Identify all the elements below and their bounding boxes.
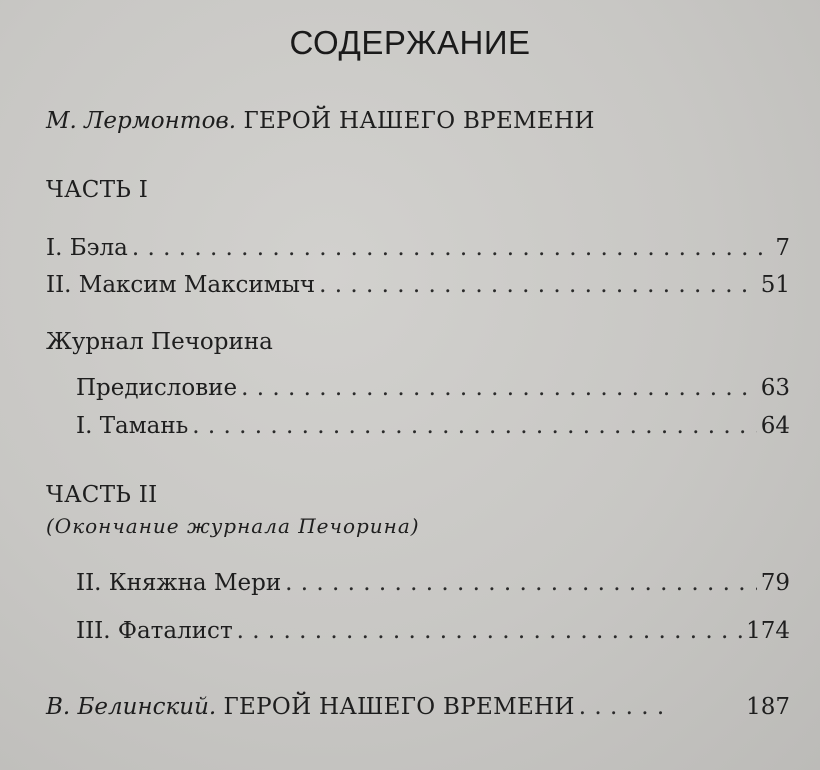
toc-entry-title: II. Максим Максимыч [46,272,316,298]
toc-entry-preface[interactable] [76,373,790,403]
toc-entry-title: III. Фаталист [76,618,233,644]
dot-leader [241,373,757,403]
toc-entry-page: 7 [775,235,790,261]
toc-entry-belinsky[interactable] [46,692,790,722]
toc-entry-fatalist[interactable] [76,616,790,646]
toc-entry-taman[interactable] [76,411,790,441]
toc-entry-page: 187 [746,694,790,720]
part-2-note: (Окончание журнала Печорина) [46,514,420,538]
work-title-lermontov: ГЕРОЙ НАШЕГО ВРЕМЕНИ [243,108,595,134]
toc-entry-bela[interactable] [46,233,790,263]
part-2-label: ЧАСТЬ II [46,482,158,508]
toc-entry-page: 51 [760,272,790,298]
author-lermontov: М. Лермонтов. [46,108,237,134]
part-1-label: ЧАСТЬ I [46,177,149,203]
work-title-belinsky: ГЕРОЙ НАШЕГО ВРЕМЕНИ [223,694,575,720]
toc-entry-page: 63 [760,375,790,401]
dot-leader [237,616,742,646]
toc-entry-page: 64 [760,413,790,439]
toc-entry-knyazhna-meri[interactable] [76,568,790,598]
toc-entry-title [46,692,575,722]
toc-entry-title: II. Княжна Мери [76,570,282,596]
toc-entry-page: 174 [746,618,790,644]
dot-leader [285,568,757,598]
dot-leader [579,692,742,722]
toc-entry-title: I. Бэла [46,235,128,261]
journal-label: Журнал Печорина [46,329,273,355]
page-title: СОДЕРЖАНИЕ [289,24,531,61]
toc-entry-maksim-maksimych[interactable] [46,270,790,300]
work-lermontov-heading [46,106,595,136]
dot-leader [132,233,772,263]
toc-entry-title: Предисловие [76,375,238,401]
author-belinsky: В. Белинский. [46,694,217,720]
toc-entry-title: I. Тамань [76,413,189,439]
dot-leader [319,270,757,300]
dot-leader [192,411,757,441]
toc-entry-page: 79 [760,570,790,596]
